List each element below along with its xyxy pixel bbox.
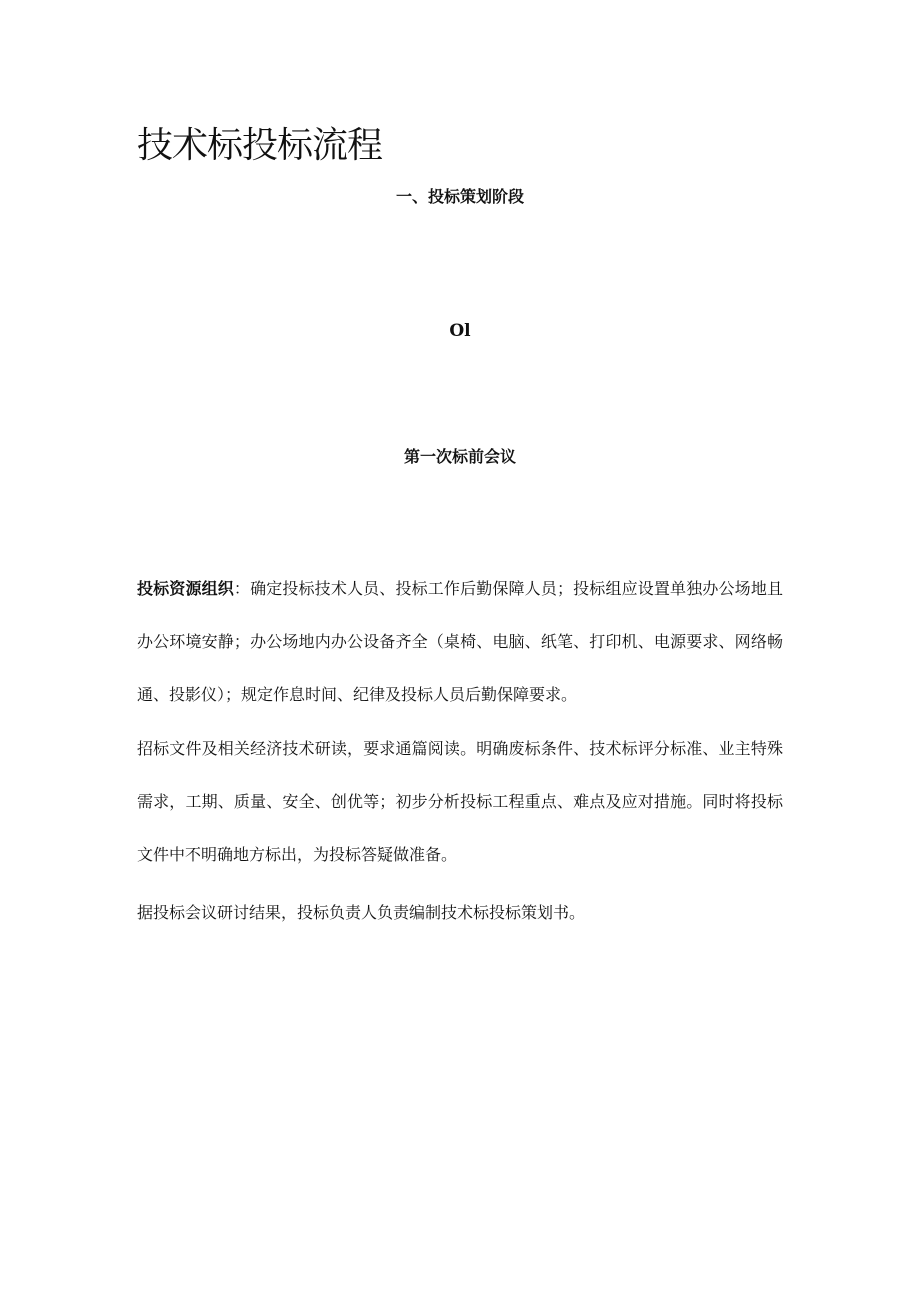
paragraph-bid-document-study <box>137 722 783 881</box>
stage-heading: 一、投标策划阶段 <box>395 187 524 206</box>
paragraph-strategy-plan <box>137 886 783 939</box>
paragraph-lead: 投标资源组织 <box>137 579 234 598</box>
meeting-heading: 第一次标前会议 <box>403 447 516 466</box>
paragraph-resource-organization <box>137 562 783 721</box>
paragraph-text: 据投标会议研讨结果，投标负责人负责编制技术标投标策划书。 <box>137 903 586 922</box>
paragraph-text: ：确定投标技术人员、投标工作后勤保障人员；投标组应设置单独办公场地且办公环境安静；办公场地内办公设备齐全（桌椅、电脑、纸笔、打印机、电源要求、网络畅通、投影仪）；规定作息时间、纪律及投标人员后勤保障要求。 <box>137 579 783 704</box>
step-number: Ol <box>449 321 471 341</box>
page-title: 技术标投标流程 <box>137 125 383 166</box>
paragraph-text: 招标文件及相关经济技术研读，要求通篇阅读。明确废标条件、技术标评分标准、业主特殊需求，工期、质量、安全、创优等；初步分析投标工程重点、难点及应对措施。同时将投标文件中不明确地方标出，为投标答疑做准备。 <box>137 739 783 864</box>
